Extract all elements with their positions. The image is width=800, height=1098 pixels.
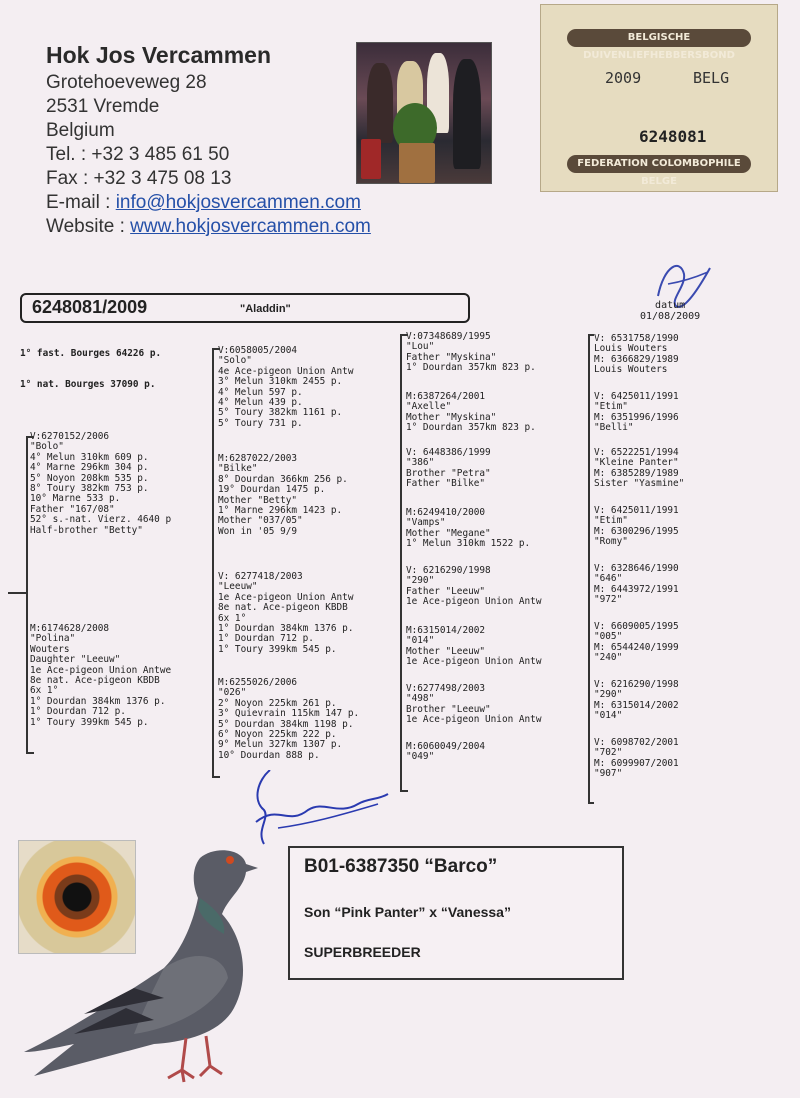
- pedigree-line: V: 6425011/1991: [594, 505, 679, 516]
- great-great-grandparents-block: [594, 738, 679, 780]
- pedigree-line: "386": [406, 457, 435, 469]
- pedigree-line: Mother "Betty": [218, 494, 298, 506]
- pedigree-line: M: 6366829/1989: [594, 353, 679, 365]
- stamp-number: 6248081: [639, 127, 707, 146]
- dam-block: [30, 624, 171, 728]
- pedigree-line: Sister "Yasmine": [594, 478, 685, 490]
- pedigree-line: "Solo": [218, 355, 252, 367]
- pedigree-line: V: 6098702/2001: [594, 737, 679, 748]
- pedigree-line: "290": [406, 575, 435, 587]
- great-grandparent-block: [406, 684, 541, 726]
- stamp-top-band: BELGISCHE DUIVENLIEFHEBBERSBOND: [567, 29, 751, 47]
- pedigree-line: M: 6443972/1991: [594, 583, 679, 595]
- pedigree-line: "Vamps": [406, 517, 446, 529]
- great-great-grandparents-block: [594, 564, 679, 606]
- pedigree-line: Half-brother "Betty": [30, 524, 143, 536]
- pedigree-line: "Etim": [594, 401, 628, 413]
- pedigree-line: V: 6328646/1990: [594, 563, 679, 574]
- pedigree-line: "026": [218, 687, 247, 699]
- pedigree-line: V:07348689/1995: [406, 331, 491, 342]
- pedigree-line: 5° Dourdan 384km 1198 p.: [218, 718, 354, 730]
- pedigree-line: V: 6448386/1999: [406, 447, 491, 458]
- pedigree-line: V: 6216290/1998: [594, 679, 679, 690]
- great-great-grandparents-block: [594, 622, 679, 664]
- pedigree-line: "005": [594, 631, 623, 643]
- pedigree-line: 52° s.-nat. Vierz. 4640 p: [30, 514, 172, 526]
- pedigree-line: 1e Ace-pigeon Union Antw: [406, 656, 542, 668]
- pedigree-line: 1e Ace-pigeon Union Antwe: [30, 664, 172, 676]
- pedigree-line: "Lou": [406, 341, 435, 353]
- pedigree-line: Father "Bilke": [406, 478, 486, 490]
- pedigree-line: 6° Noyon 225km 222 p.: [218, 729, 337, 741]
- team-photo: [356, 42, 492, 184]
- pedigree-line: V: 6609005/1995: [594, 621, 679, 632]
- grandsire-maternal-block: [218, 572, 353, 655]
- pedigree-line: "Kleine Panter": [594, 457, 679, 469]
- pedigree-line: "014": [594, 710, 623, 722]
- info-label: SUPERBREEDER: [304, 944, 421, 960]
- pedigree-line: "Polina": [30, 633, 76, 645]
- ring-certificate-stamp: [540, 4, 778, 192]
- pedigree-line: Mother "Leeuw": [406, 645, 486, 657]
- pedigree-line: M: 6300296/1995: [594, 525, 679, 537]
- pedigree-line: 8° Toury 382km 753 p.: [30, 483, 149, 495]
- pigeon-ring-number: 6248081/2009: [32, 297, 148, 317]
- great-great-grandparents-block: [594, 448, 684, 490]
- pedigree-line: 1e Ace-pigeon Union Antw: [406, 714, 542, 726]
- pedigree-line: 8° Dourdan 366km 256 p.: [218, 473, 348, 485]
- pedigree-line: 1e Ace-pigeon Union Antw: [406, 596, 542, 608]
- pedigree-line: "646": [594, 573, 623, 585]
- datum-label: datum: [655, 300, 686, 311]
- datum: [640, 300, 700, 322]
- pedigree-line: 4° Melun 439 p.: [218, 397, 303, 409]
- email-label: E-mail :: [46, 192, 116, 213]
- fax: Fax : +32 3 475 08 13: [46, 168, 232, 189]
- pedigree-line: "Axelle": [406, 401, 452, 413]
- great-grandparent-block: [406, 566, 541, 608]
- pedigree-line: "290": [594, 689, 623, 701]
- great-grandparent-block: [406, 392, 536, 434]
- pigeon-photo: [14, 838, 284, 1088]
- pedigree-line: Father "167/08": [30, 503, 115, 515]
- pedigree-line: Mother "Megane": [406, 527, 491, 539]
- pedigree-line: Father "Leeuw": [406, 585, 486, 597]
- great-great-grandparents-block: [594, 392, 679, 434]
- pedigree-line: "Leeuw": [218, 581, 258, 593]
- pedigree-line: 8e nat. Ace-pigeon KBDB: [30, 675, 160, 687]
- pedigree-line: Mother "037/05": [218, 515, 303, 527]
- city-address: 2531 Vremde: [46, 96, 160, 117]
- stamp-country: BELG: [693, 69, 730, 87]
- pedigree-line: 1° Dourdan 357km 823 p.: [406, 362, 536, 374]
- pedigree-line: 4° Melun 310km 609 p.: [30, 451, 149, 463]
- granddam-paternal-block: [218, 454, 348, 537]
- pedigree-line: 1° Melun 310km 1522 p.: [406, 538, 531, 550]
- pedigree-line: M: 6099907/2001: [594, 757, 679, 769]
- pedigree-line: 8e nat. Ace-pigeon KBDB: [218, 602, 348, 614]
- pedigree-line: 5° Toury 731 p.: [218, 417, 303, 429]
- great-grandparent-block: [406, 626, 541, 668]
- pedigree-line: 10° Dourdan 888 p.: [218, 749, 320, 761]
- pedigree-line: Won in '05 9/9: [218, 525, 298, 537]
- pedigree-line: V: 6277418/2003: [218, 571, 303, 582]
- pedigree-line: 1° Dourdan 384km 1376 p.: [218, 623, 354, 635]
- great-great-grandparents-block: [594, 506, 679, 548]
- pedigree-line: M:6315014/2002: [406, 625, 486, 636]
- great-grandparent-block: [406, 508, 530, 550]
- pedigree-line: Mother "Myskina": [406, 411, 497, 423]
- pedigree-line: 1° Dourdan 357km 823 p.: [406, 422, 536, 434]
- pedigree-line: 4° Melun 597 p.: [218, 386, 303, 398]
- sire-block: [30, 432, 171, 536]
- pedigree-line: 9° Melun 327km 1307 p.: [218, 739, 343, 751]
- pedigree-line: Brother "Petra": [406, 467, 491, 479]
- country: Belgium: [46, 120, 115, 141]
- stamp-year: 2009: [605, 69, 642, 87]
- email-line: [46, 191, 426, 215]
- pedigree-line: M: 6544240/1999: [594, 641, 679, 653]
- achievement-line: 1° fast. Bourges 64226 p.: [20, 347, 162, 359]
- pedigree-line: M:6249410/2000: [406, 507, 486, 518]
- pedigree-line: M:6174628/2008: [30, 623, 110, 634]
- pedigree-line: "049": [406, 751, 435, 763]
- pedigree-line: 10° Marne 533 p.: [30, 493, 121, 505]
- granddam-maternal-block: [218, 678, 359, 761]
- pedigree-line: 1° Toury 399km 545 p.: [30, 716, 149, 728]
- website-line: [46, 215, 426, 239]
- pedigree-line: 1° Dourdan 712 p.: [218, 633, 314, 645]
- pedigree-line: 19° Dourdan 1475 p.: [218, 484, 326, 496]
- website-link[interactable]: www.hokjosvercammen.com: [130, 216, 371, 237]
- pedigree-line: 1° Dourdan 712 p.: [30, 706, 126, 718]
- pedigree-line: V:6277498/2003: [406, 683, 486, 694]
- pedigree-line: Father "Myskina": [406, 351, 497, 363]
- great-great-grandparents-block: [594, 334, 679, 376]
- website-label: Website :: [46, 216, 131, 237]
- stamp-bottom-band: FEDERATION COLOMBOPHILE BELGE: [567, 155, 751, 173]
- pedigree-line: V: 6522251/1994: [594, 447, 679, 458]
- pedigree-line: Louis Wouters: [594, 343, 668, 355]
- pedigree-line: "Bolo": [30, 441, 64, 453]
- great-grandparent-block: [406, 448, 491, 490]
- great-great-grandparents-block: [594, 680, 679, 722]
- pedigree-line: 4° Marne 296km 304 p.: [30, 462, 149, 474]
- pedigree-line: "Etim": [594, 515, 628, 527]
- pedigree-line: M:6060049/2004: [406, 741, 486, 752]
- pedigree-line: "702": [594, 747, 623, 759]
- pedigree-line: 1° Dourdan 384km 1376 p.: [30, 695, 166, 707]
- pedigree-line: 3° Melun 310km 2455 p.: [218, 376, 343, 388]
- pedigree-line: 4e Ace-pigeon Union Antw: [218, 365, 354, 377]
- info-subtitle: Son “Pink Panter” x “Vanessa”: [304, 904, 511, 920]
- pedigree-line: 6x 1°: [30, 685, 59, 697]
- pedigree-line: V:6270152/2006: [30, 431, 110, 442]
- grandsire-paternal-block: [218, 346, 353, 429]
- pedigree-line: Daughter "Leeuw": [30, 654, 121, 666]
- info-title: B01-6387350 “Barco”: [304, 856, 498, 877]
- pedigree-line: V: 6531758/1990: [594, 333, 679, 344]
- pedigree-line: "498": [406, 693, 435, 705]
- pedigree-line: 1e Ace-pigeon Union Antw: [218, 591, 354, 603]
- datum-date: 01/08/2009: [640, 311, 701, 322]
- pedigree-line: "907": [594, 768, 623, 780]
- achievement-line: 1° nat. Bourges 37090 p.: [20, 379, 156, 391]
- pedigree-line: 1° Marne 296km 1423 p.: [218, 505, 343, 517]
- breeder-info-box: [288, 846, 624, 980]
- email-link[interactable]: info@hokjosvercammen.com: [115, 192, 361, 213]
- pedigree-line: 5° Toury 382km 1161 p.: [218, 407, 343, 419]
- pedigree-line: M:6287022/2003: [218, 453, 298, 464]
- pedigree-line: 3° Quievrain 115km 147 p.: [218, 708, 360, 720]
- great-grandparent-block: [406, 742, 485, 763]
- pigeon-name: "Aladdin": [240, 303, 291, 315]
- pedigree-line: "Belli": [594, 422, 634, 434]
- street-address: Grotehoeveweg 28: [46, 72, 207, 93]
- pedigree-line: "Bilke": [218, 463, 258, 475]
- pedigree-line: "972": [594, 594, 623, 606]
- pedigree-line: V:6058005/2004: [218, 345, 298, 356]
- pedigree-line: 5° Noyon 208km 535 p.: [30, 472, 149, 484]
- pedigree-line: "Romy": [594, 536, 628, 548]
- pedigree-line: V: 6216290/1998: [406, 565, 491, 576]
- breeder-name: Hok Jos Vercammen: [46, 42, 272, 68]
- pedigree-line: M: 6351996/1996: [594, 411, 679, 423]
- pedigree-line: M:6387264/2001: [406, 391, 486, 402]
- pedigree-line: Wouters: [30, 643, 70, 655]
- pedigree-line: 1° Toury 399km 545 p.: [218, 643, 337, 655]
- pedigree-line: 6x 1°: [218, 612, 247, 624]
- pedigree-line: Louis Wouters: [594, 364, 668, 376]
- pedigree-line: 2° Noyon 225km 261 p.: [218, 697, 337, 709]
- pedigree-line: "014": [406, 635, 435, 647]
- telephone: Tel. : +32 3 485 61 50: [46, 144, 230, 165]
- great-grandparent-block: [406, 332, 536, 374]
- pedigree-line: M: 6385289/1989: [594, 467, 679, 479]
- pigeon-title-bar: [20, 293, 470, 323]
- pedigree-line: M:6255026/2006: [218, 677, 298, 688]
- pigeon-achievements: [20, 328, 161, 401]
- pedigree-line: "240": [594, 652, 623, 664]
- pedigree-line: M: 6315014/2002: [594, 699, 679, 711]
- pedigree-line: Brother "Leeuw": [406, 703, 491, 715]
- pedigree-line: V: 6425011/1991: [594, 391, 679, 402]
